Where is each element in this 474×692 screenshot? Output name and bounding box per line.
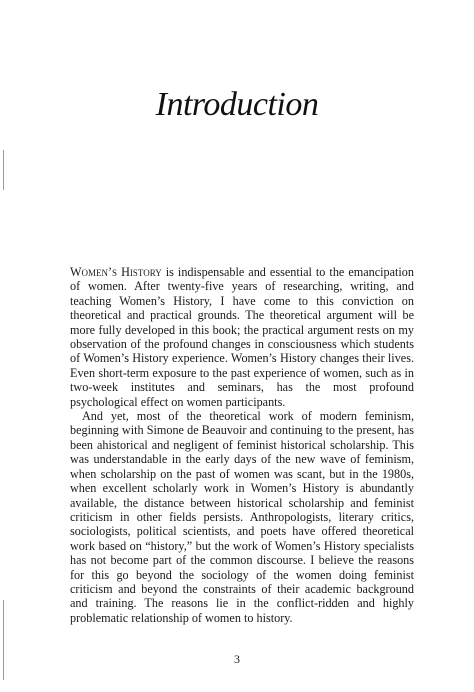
page-number: 3 [234, 652, 240, 666]
body-text [70, 265, 414, 625]
paragraph-2-text: And yet, most of the theoretical work of modern feminism, beginning with Simone de Beauvoir and continuing to the present, has been ahistorical and negligent of feminist historical scholarship. This was understandable in the early days of the new wave of feminism, when scholarship on the past of women was scant, but in the 1980s, when excellent scholarly work in Women’s History is abundantly available, the distance between historical scholarship and feminist criticism in other fields persists. Anthropologists, literary critics, sociologists, political scientists, and poets have offered theoretical work based on “history,” but the work of Women’s History specialists has not become part of the common discourse. I believe the reasons for this go beyond the sociology of the women doing feminist criticism and beyond the constraints of their academic background and training. The reasons lie in the conflict-ridden and highly problematic relationship of women to history. [70, 409, 414, 625]
paragraph-1 [70, 265, 414, 409]
paragraph-2 [70, 409, 414, 625]
left-edge-mark [3, 150, 4, 190]
left-edge-mark [3, 600, 4, 680]
paragraph-lead-smallcaps: Women’s History [70, 265, 162, 279]
chapter-title: Introduction [155, 86, 319, 123]
paragraph-1-text: is indispensable and essential to the emancipation of women. After twenty-five years of researching, writing, and teaching Women’s History, I have come to this conviction on theoretical and practical grounds. The theoretical argument will be more fully developed in this book; the practical argument rests on my observation of the profound changes in consciousness which students of Women’s History experience. Women’s History changes their lives. Even short-term exposure to the past experience of women, such as in two-week institutes and seminars, has the most profound psychological effect on women participants. [70, 265, 414, 409]
